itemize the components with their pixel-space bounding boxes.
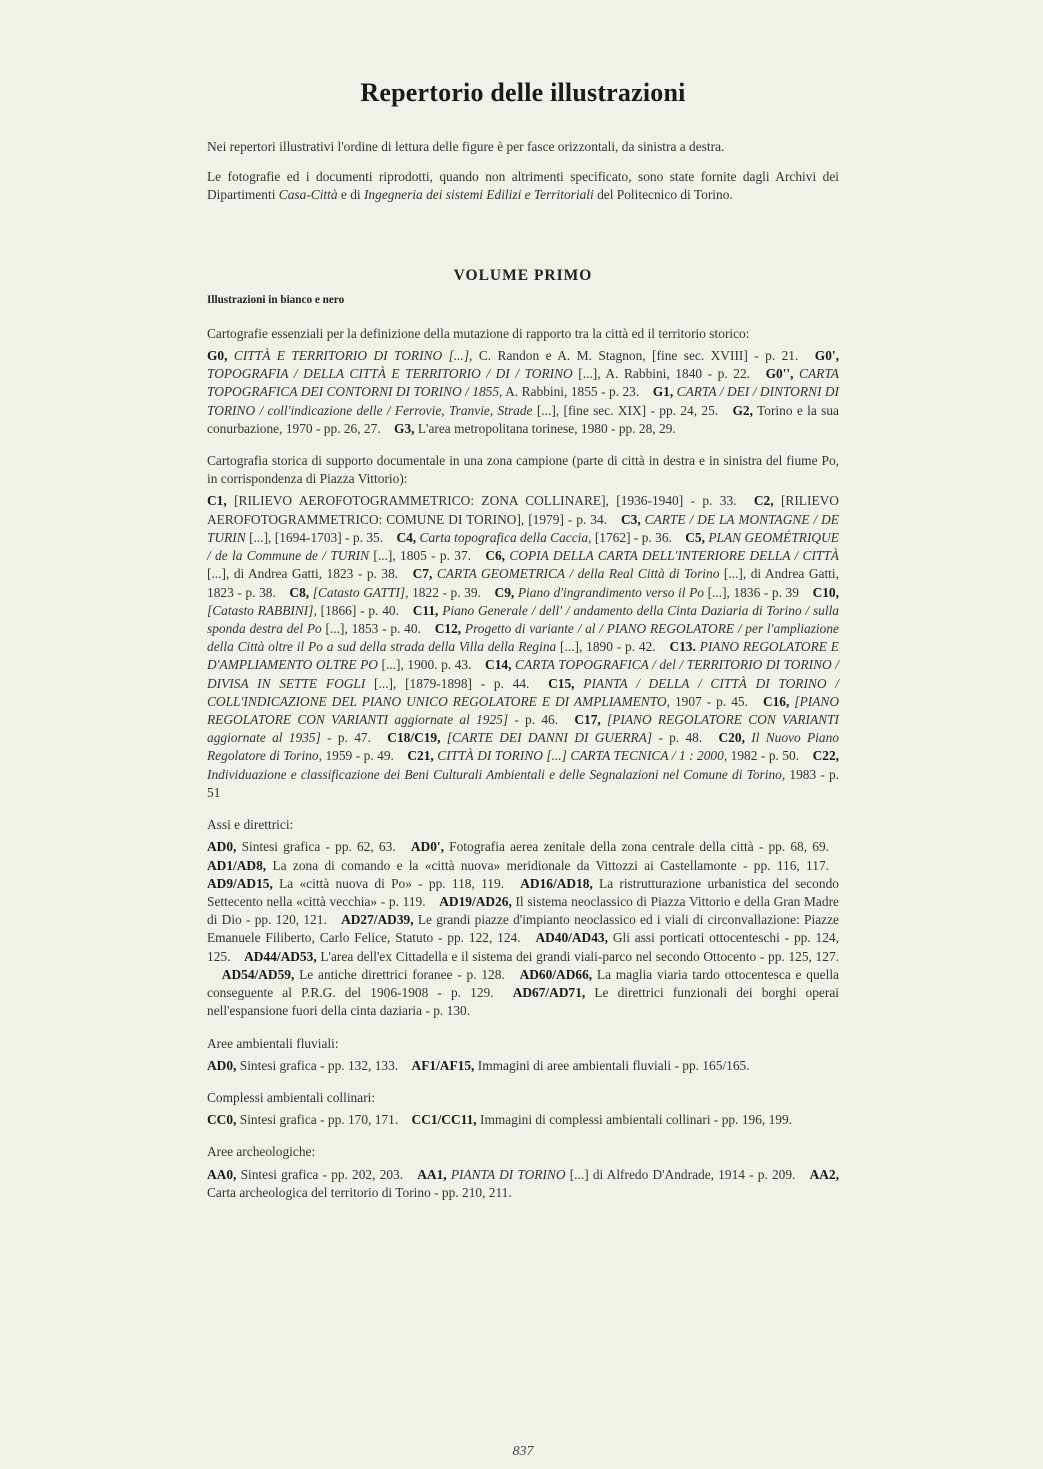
figure-code: G2,	[732, 402, 753, 418]
figure-code: G1,	[652, 384, 674, 400]
figure-details: Il sistema neoclassico di Piazza Vittorio e della Gran Madre di Dio - pp. 120, 121.	[207, 894, 839, 928]
figure-code: AD60/AD66,	[519, 966, 593, 982]
figure-title: CARTA TOPOGRAFICA DEI CONTORNI DI TORINO / 1855,	[207, 366, 839, 400]
intro-sources	[207, 168, 839, 204]
figure-title: CITTÀ E TERRITORIO DI TORINO [...],	[233, 347, 473, 363]
figure-title: TOPOGRAFIA / DELLA CITTÀ E TERRITORIO / DI / TORINO	[207, 366, 573, 382]
figure-details: [...], [1879-1898] - p. 44.	[374, 675, 530, 691]
page-title: Repertorio delle illustrazioni	[360, 78, 686, 107]
figure-details: Torino e la sua conurbazione, 1970 - pp. 26, 27.	[207, 402, 839, 436]
figure-details: Sintesi grafica - pp. 202, 203.	[240, 1166, 404, 1182]
figure-details: La «città nuova di Po» - pp. 118, 119.	[279, 875, 505, 891]
figure-title: Individuazione e classificazione dei Beni Culturali Ambientali e delle Segnalazioni nel Comune di Torino,	[207, 766, 786, 782]
figure-details: Le grandi piazze d'impianto neoclassico ed i viali di circonvallazione: Piazze Emanuele Filiberto, Carlo Felice, Statuto - pp. 122, 124.	[207, 912, 839, 946]
figure-details: C. Randon e A. M. Stagnon, [fine sec. XVIII] - p. 21.	[478, 347, 799, 363]
figure-code: C2,	[753, 493, 774, 509]
group-label: Aree archeologiche:	[207, 1144, 316, 1160]
figure-code: CC0,	[207, 1112, 237, 1128]
figure-code: AD1/AD8,	[207, 857, 267, 873]
figure-details: Immagini di complessi ambientali collinari - pp. 196, 199.	[480, 1112, 793, 1128]
figure-code: AA2,	[809, 1166, 839, 1182]
illustration-entry	[289, 585, 481, 600]
figure-details: [...], [fine sec. XIX] - pp. 24, 25.	[536, 402, 719, 418]
figure-code: AD0',	[410, 839, 444, 855]
group-label: Aree ambientali fluviali:	[207, 1035, 339, 1051]
figure-title: [PIANO REGOLATORE CON VARIANTI aggiornate al 1925]	[207, 693, 839, 728]
figure-code: AD19/AD26,	[439, 894, 512, 909]
figure-title: Piano Generale / dell' / andamento della Cinta Daziaria di Torino / sulla sponda destra del Po	[207, 602, 839, 636]
figure-code: C7,	[412, 566, 433, 582]
figure-code: AD67/AD71,	[512, 985, 586, 1001]
figure-details: Gli assi porticati ottocenteschi - pp. 124, 125.	[207, 930, 839, 964]
figure-title: PIANTA DI TORINO	[450, 1166, 566, 1182]
figure-title: CARTA GEOMETRICA / della Real Città di Torino	[436, 566, 720, 582]
figure-code: C4,	[396, 529, 417, 545]
figure-code: AF1/AF15,	[411, 1057, 475, 1073]
illustration-entry	[407, 748, 799, 763]
group-entries	[207, 492, 839, 802]
figure-code: C13.	[669, 639, 696, 655]
figure-title: PIANO REGOLATORE E D'AMPLIAMENTO OLTRE PO	[207, 639, 839, 673]
figure-details: La zona di comando e la «città nuova» meridionale da Vittozzi ai Castellamonte - pp. 116, 117.	[272, 857, 829, 873]
figure-title: CITTÀ DI TORINO [...] CARTA TECNICA / 1 : 2000,	[437, 748, 728, 764]
figure-details: [RILIEVO AEROFOTOGRAMMETRICO: COMUNE DI TORINO], [1979] - p. 34.	[207, 493, 839, 527]
intro-sources-text: Le fotografie ed i documenti riprodotti, quando non altrimenti specificato, sono state fornite dagli Archivi dei Dipartimenti Casa-Città e di Ingegneria dei sistemi Edilizi e Territoriali del Politecnico di Torino.	[207, 169, 839, 203]
figure-title: COPIA DELLA CARTA DELL'INTERIORE DELLA / CITTÀ	[509, 548, 839, 564]
group-label: Cartografie essenziali per la definizione della mutazione di rapporto tra la città ed il territorio storico:	[207, 325, 750, 341]
figure-code: G0'',	[765, 366, 794, 382]
figure-details: [...], di Andrea Gatti, 1823 - p. 38.	[207, 566, 839, 600]
figure-title: [Catasto RABBINI],	[207, 602, 317, 618]
figure-title: PLAN GEOMÉTRIQUE / de la Commune de / TURIN	[207, 529, 839, 564]
figure-details: Le antiche direttrici foranee - p. 128.	[299, 966, 505, 982]
figure-title: [CARTE DEI DANNI DI GUERRA]	[446, 730, 653, 746]
illustration-entry	[394, 421, 676, 436]
figure-code: C8,	[289, 584, 310, 600]
figure-details: [RILIEVO AEROFOTOGRAMMETRICO: ZONA COLLINARE], [1936-1940] - p. 33.	[234, 493, 737, 509]
figure-code: CC1/CC11,	[411, 1112, 477, 1128]
illustration-entry	[207, 876, 504, 891]
figure-code: C21,	[407, 748, 434, 764]
illustration-entry	[396, 530, 671, 545]
figure-details: Fotografia aerea zenitale della zona centrale della città - pp. 68, 69.	[449, 839, 829, 855]
illustration-entry	[207, 839, 396, 854]
figure-title: Carta topografica della Caccia,	[419, 529, 592, 545]
illustration-entry	[412, 1058, 750, 1073]
figure-details: Sintesi grafica - pp. 170, 171.	[239, 1112, 399, 1128]
figure-details: - p. 46.	[514, 712, 559, 728]
figure-code: C15,	[548, 675, 575, 691]
illustration-entry	[207, 858, 829, 873]
figure-details: Immagini di aree ambientali fluviali - pp. 165/165.	[477, 1057, 750, 1073]
figure-code: AA0,	[207, 1166, 237, 1182]
figure-code: C12,	[434, 620, 462, 636]
section-subheading: Illustrazioni in bianco e nero	[207, 293, 345, 306]
figure-title: CARTE / DE LA MONTAGNE / DE TURIN	[207, 511, 839, 545]
illustration-entry	[244, 949, 839, 964]
figure-details: Carta archeologica del territorio di Torino - pp. 210, 211.	[207, 1184, 512, 1200]
illustration-entry	[495, 585, 799, 600]
figure-code: AD0,	[207, 1057, 237, 1073]
figure-title: [PIANO REGOLATORE CON VARIANTI aggiornate al 1935]	[207, 712, 840, 746]
figure-code: AD16/AD18,	[520, 875, 593, 891]
figure-details: La ristrutturazione urbanistica del secondo Settecento nella «città vecchia» - p. 119.	[207, 875, 839, 909]
figure-details: - p. 47.	[327, 730, 371, 746]
figure-title: Progetto di variante / al / PIANO REGOLATORE / per l'ampliazione della Città oltre il Po a sud della strada della Villa della Regina	[207, 620, 839, 655]
figure-code: C17,	[574, 712, 601, 728]
figure-code: C14,	[485, 657, 512, 673]
figure-details: [...], 1836 - p. 39	[707, 584, 799, 600]
figure-code: G3,	[394, 420, 415, 436]
volume-heading: VOLUME PRIMO	[453, 266, 593, 284]
figure-details: Sintesi grafica - pp. 62, 63.	[241, 839, 396, 855]
figure-code: C18/C19,	[387, 730, 441, 746]
figure-details: Le direttrici funzionali dei borghi operai nell'espansione fuori della cinta daziaria - p. 130.	[207, 985, 839, 1019]
figure-code: AD0,	[207, 839, 237, 855]
illustration-entry	[207, 493, 737, 508]
illustration-entry	[207, 1058, 398, 1073]
illustration-entry	[412, 1112, 793, 1127]
figure-title: Piano d'ingrandimento verso il Po	[517, 584, 704, 600]
figure-code: AD40/AD43,	[535, 930, 608, 946]
figure-details: [...], A. Rabbini, 1840 - p. 22.	[578, 366, 751, 382]
page-content	[207, 78, 840, 1459]
group-entries	[207, 1111, 839, 1129]
figure-details: 1822 - p. 39.	[412, 584, 481, 600]
figure-code: AD44/AD53,	[244, 948, 317, 964]
figure-code: AD54/AD59,	[221, 966, 295, 982]
figure-code: C10,	[812, 584, 839, 600]
figure-code: C20,	[718, 730, 745, 746]
figure-details: 1959 - p. 49.	[325, 748, 394, 764]
figure-code: C22,	[812, 748, 839, 764]
illustration-entry	[222, 967, 505, 982]
figure-code: G0',	[814, 347, 839, 363]
figure-details: L'area dell'ex Cittadella e il sistema dei grandi viali-parco nel secondo Ottocento - pp. 125, 127.	[320, 948, 839, 964]
figure-title: PIANTA / DELLA / CITTÀ DI TORINO / COLL'INDICAZIONE DEL PIANO UNICO REGOLATORE E DI AMPLIAMENTO,	[207, 675, 839, 709]
figure-code: C1,	[207, 493, 227, 509]
illustration-entry	[207, 1167, 403, 1182]
figure-code: AD27/AD39,	[341, 912, 414, 928]
figure-code: C3,	[620, 511, 641, 527]
illustration-entry	[387, 730, 702, 745]
group-entries	[207, 1057, 839, 1075]
group-label: Complessi ambientali collinari:	[207, 1089, 376, 1105]
figure-title: Il Nuovo Piano Regolatore di Torino,	[207, 730, 839, 764]
figure-code: C5,	[685, 529, 705, 545]
figure-code: AD9/AD15,	[207, 875, 273, 891]
group-label: Assi e direttrici:	[207, 817, 294, 833]
illustration-entry	[417, 1167, 795, 1182]
figure-details: 1907 - p. 45.	[674, 693, 748, 709]
figure-details: [...], di Andrea Gatti, 1823 - p. 38.	[207, 566, 399, 582]
group-label: Cartografia storica di supporto documentale in una zona campione (parte di città in destra e in sinistra del fiume Po, in corrispondenza di Piazza Vittorio):	[207, 452, 839, 487]
figure-details: - p. 48.	[658, 730, 703, 746]
group-entries	[207, 347, 839, 438]
illustration-entry	[207, 1112, 398, 1127]
figure-title: CARTA TOPOGRAFICA / del / TERRITORIO DI TORINO / DIVISA IN SETTE FOGLI	[207, 657, 839, 691]
figure-code: G0,	[207, 347, 228, 363]
figure-details: [...], [1694-1703] - p. 35.	[249, 529, 384, 545]
illustration-entry	[207, 348, 798, 363]
figure-details: [...], 1805 - p. 37.	[373, 548, 471, 564]
illustration-entry	[411, 839, 829, 854]
intro-reading-order: Nei repertori illustrativi l'ordine di lettura delle figure è per fasce orizzontali, da sinistra a destra.	[207, 139, 725, 154]
illustration-groups	[207, 325, 839, 1202]
figure-title: [Catasto GATTI],	[312, 584, 409, 600]
figure-details: La maglia viaria tardo ottocentesca e quella conseguente al P.R.G. del 1906-1908 - p. 129.	[207, 966, 839, 1001]
figure-details: [...], 1890 - p. 42.	[560, 639, 656, 655]
figure-code: AA1,	[417, 1166, 447, 1182]
figure-details: L'area metropolitana torinese, 1980 - pp. 28, 29.	[417, 420, 676, 436]
page-number: 837	[512, 1444, 534, 1459]
figure-details: A. Rabbini, 1855 - p. 23.	[505, 384, 640, 400]
figure-details: [...], 1853 - p. 40.	[325, 620, 421, 636]
figure-details: [1762] - p. 36.	[594, 529, 672, 545]
group-entries	[207, 838, 839, 1020]
figure-title: CARTA / DEI / DINTORNI DI TORINO / coll'indicazione delle / Ferrovie, Tranvie, Strade	[207, 384, 840, 418]
figure-code: C11,	[412, 602, 439, 618]
group-entries	[207, 1166, 839, 1202]
figure-details: [...], 1900. p. 43.	[381, 657, 472, 673]
figure-code: C9,	[494, 584, 515, 600]
figure-details: 1983 - p. 51	[207, 766, 839, 800]
figure-code: C16,	[762, 693, 790, 709]
figure-details: [...] di Alfredo D'Andrade, 1914 - p. 209.	[569, 1166, 796, 1182]
figure-code: C6,	[485, 548, 506, 564]
figure-details: 1982 - p. 50.	[730, 748, 800, 764]
figure-details: [1866] - p. 40.	[320, 602, 399, 618]
figure-details: Sintesi grafica - pp. 132, 133.	[239, 1057, 399, 1073]
